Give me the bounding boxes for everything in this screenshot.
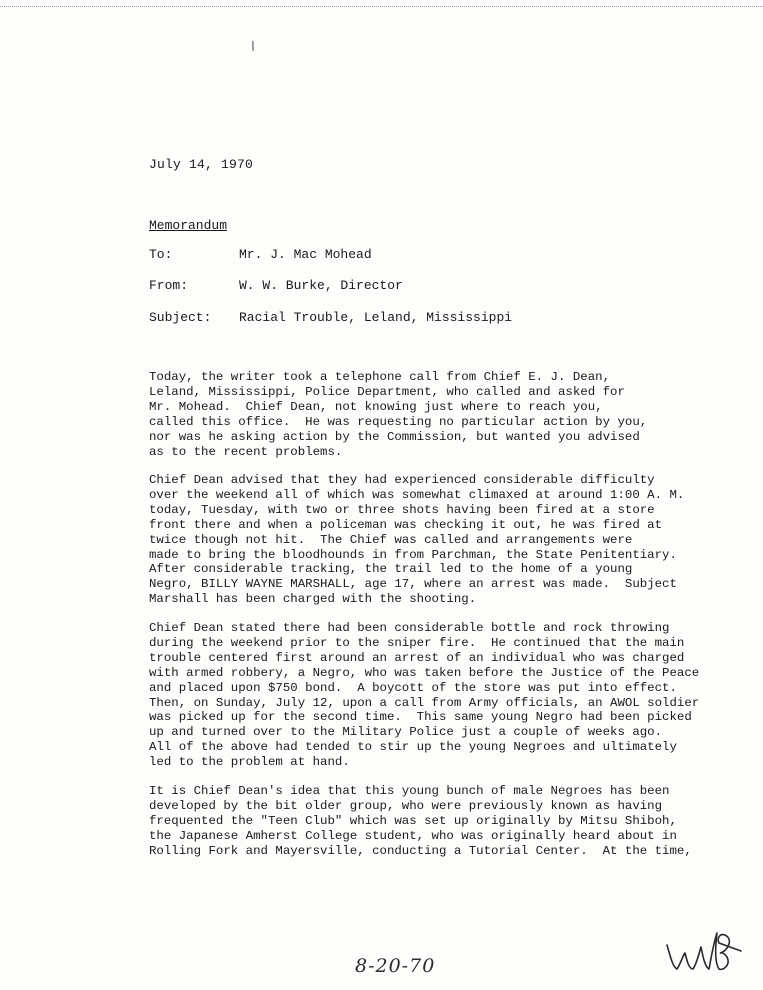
text-line: front there and when a policeman was checking it out, he was fired at bbox=[149, 517, 663, 532]
text-line: during the weekend prior to the sniper fire. He continued that the main bbox=[149, 635, 685, 650]
text-line: made to bring the bloodhounds in from Parchman, the State Penitentiary. bbox=[149, 547, 677, 562]
to-label: To: bbox=[149, 247, 173, 262]
text-line: up and turned over to the Military Police just a couple of weeks ago. bbox=[149, 725, 663, 740]
to-value: Mr. J. Mac Mohead bbox=[239, 247, 372, 262]
text-line: over the weekend all of which was somewhat climaxed at around 1:00 A. M. bbox=[149, 487, 685, 502]
memo-heading: Memorandum bbox=[149, 218, 228, 233]
from-value: W. W. Burke, Director bbox=[239, 278, 403, 293]
paragraph-1 bbox=[149, 370, 719, 459]
text-line: Rolling Fork and Mayersville, conducting a Tutorial Center. At the time, bbox=[149, 843, 692, 858]
text-line: Today, the writer took a telephone call from Chief E. J. Dean, bbox=[149, 370, 611, 384]
subject-value: Racial Trouble, Leland, Mississippi bbox=[239, 310, 513, 325]
handwritten-date: 8-20-70 bbox=[355, 955, 436, 977]
text-line: today, Tuesday, with two or three shots having been fired at a store bbox=[149, 502, 655, 517]
handwritten-initials bbox=[663, 923, 743, 978]
paragraph-4 bbox=[149, 784, 719, 859]
to-row bbox=[149, 247, 372, 262]
text-line: Chief Dean advised that they had experienced considerable difficulty bbox=[149, 473, 655, 487]
text-line: After considerable tracking, the trail led to the home of a young bbox=[149, 562, 633, 577]
text-line: and placed upon $750 bond. A boycott of the store was put into effect. bbox=[149, 680, 677, 695]
text-line: Negro, BILLY WAYNE MARSHALL, age 17, where an arrest was made. Subject bbox=[149, 577, 677, 592]
text-line: frequented the "Teen Club" which was set up originally by Mitsu Shiboh, bbox=[149, 813, 677, 828]
stray-pen-mark: / bbox=[246, 39, 261, 55]
text-line: All of the above had tended to stir up the young Negroes and ultimately bbox=[149, 740, 677, 755]
paragraph-3 bbox=[149, 621, 719, 770]
subject-row bbox=[149, 310, 512, 325]
text-line: Marshall has been charged with the shooting. bbox=[149, 592, 477, 607]
text-line: the Japanese Amherst College student, who was originally heard about in bbox=[149, 828, 677, 843]
text-line: Then, on Sunday, July 12, upon a call from Army officials, an AWOL soldier bbox=[149, 695, 700, 710]
text-line: Mr. Mohead. Chief Dean, not knowing just where to reach you, bbox=[149, 399, 603, 414]
text-line: called this office. He was requesting no particular action by you, bbox=[149, 414, 648, 429]
text-line: was picked up for the second time. This same young Negro had been picked bbox=[149, 710, 692, 725]
text-line: trouble centered first around an arrest of an individual who was charged bbox=[149, 650, 685, 665]
text-line: It is Chief Dean's idea that this young bunch of male Negroes has been bbox=[149, 784, 670, 798]
from-label: From: bbox=[149, 278, 189, 293]
text-line: led to the problem at hand. bbox=[149, 755, 350, 770]
text-line: twice though not hit. The Chief was called and arrangements were bbox=[149, 532, 633, 547]
page-top-edge bbox=[0, 0, 763, 7]
paragraph-2 bbox=[149, 473, 719, 607]
text-line: Leland, Mississippi, Police Department, who called and asked for bbox=[149, 384, 625, 399]
text-line: developed by the bit older group, who were previously known as having bbox=[149, 798, 663, 813]
from-row bbox=[149, 278, 403, 293]
text-line: Chief Dean stated there had been considerable bottle and rock throwing bbox=[149, 621, 670, 635]
text-line: with armed robbery, a Negro, who was taken before the Justice of the Peace bbox=[149, 665, 700, 680]
text-line: as to the recent problems. bbox=[149, 444, 343, 459]
text-line: nor was he asking action by the Commission, but wanted you advised bbox=[149, 429, 640, 444]
subject-label: Subject: bbox=[149, 310, 212, 325]
memo-date: July 14, 1970 bbox=[149, 157, 254, 172]
